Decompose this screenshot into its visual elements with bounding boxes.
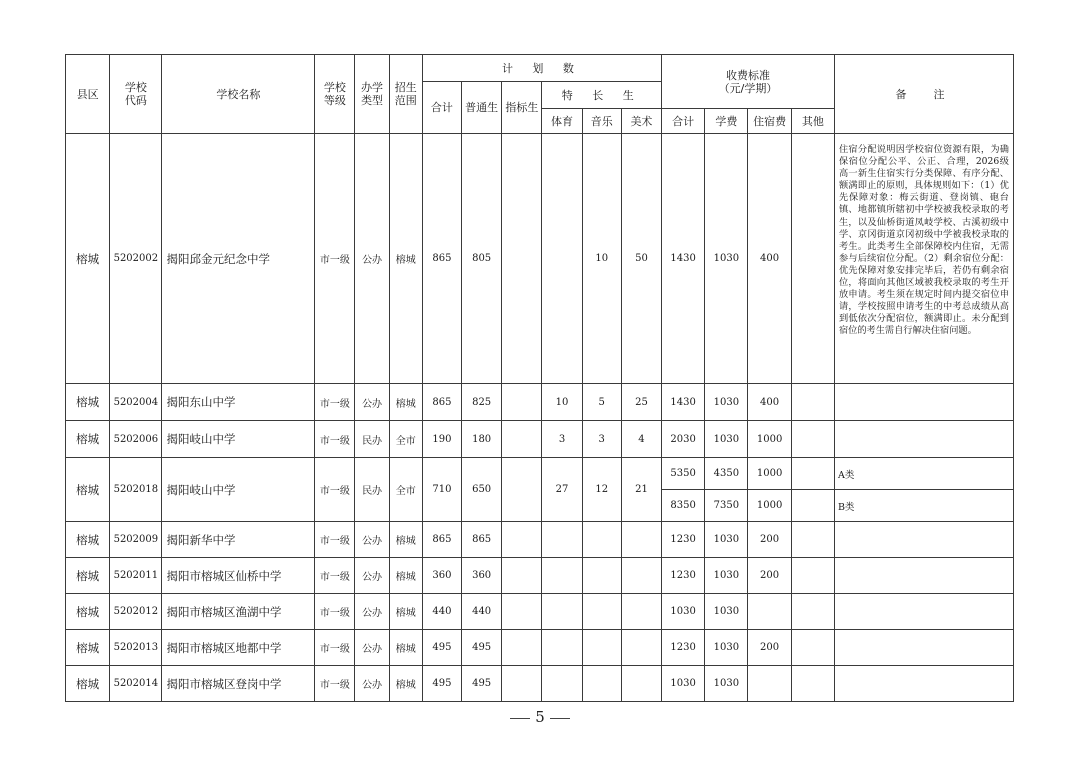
other-cell <box>791 558 834 594</box>
scope-cell: 全市 <box>389 458 422 522</box>
plan-regular-cell: 865 <box>462 522 502 558</box>
header-art: 美术 <box>621 109 661 134</box>
remark-cell <box>834 384 1013 421</box>
table-row <box>66 594 1014 630</box>
tuition-cell: 7350 <box>705 490 748 522</box>
page-dash-right <box>550 718 570 719</box>
dorm-cell: 400 <box>748 134 791 384</box>
plan-quota-cell <box>502 458 542 522</box>
fee-total-cell: 1230 <box>662 522 705 558</box>
music-cell: 10 <box>582 134 621 384</box>
art-cell <box>621 558 661 594</box>
other-cell <box>791 458 834 490</box>
sport-cell <box>542 558 582 594</box>
type-cell: 公办 <box>355 630 389 666</box>
county-cell: 榕城 <box>66 384 110 421</box>
county-cell: 榕城 <box>66 421 110 458</box>
music-cell: 5 <box>582 384 621 421</box>
fee-total-cell: 1030 <box>662 666 705 702</box>
tuition-cell: 1030 <box>705 666 748 702</box>
tuition-cell: 1030 <box>705 384 748 421</box>
tuition-cell: 1030 <box>705 522 748 558</box>
fee-total-cell: 1230 <box>662 630 705 666</box>
other-cell <box>791 630 834 666</box>
other-cell <box>791 666 834 702</box>
tuition-cell: 1030 <box>705 421 748 458</box>
plan-total-cell: 710 <box>422 458 461 522</box>
plan-quota-cell <box>502 384 542 421</box>
music-cell <box>582 666 621 702</box>
music-cell <box>582 558 621 594</box>
page-number-text: 5 <box>535 708 545 726</box>
sport-cell: 3 <box>542 421 582 458</box>
fee-total-cell: 2030 <box>662 421 705 458</box>
scope-cell: 榕城 <box>389 522 422 558</box>
table-row <box>66 666 1014 702</box>
header-fee-total: 合计 <box>662 109 705 134</box>
art-cell <box>621 522 661 558</box>
plan-quota-cell <box>502 666 542 702</box>
plan-quota-cell <box>502 522 542 558</box>
county-cell: 榕城 <box>66 594 110 630</box>
header-enroll-scope: 招生 范围 <box>389 55 422 134</box>
header-special-group: 特 长 生 <box>542 82 662 109</box>
table-row <box>66 421 1014 458</box>
fee-total-cell: 1030 <box>662 594 705 630</box>
art-cell: 4 <box>621 421 661 458</box>
dorm-cell: 1000 <box>748 421 791 458</box>
header-school-code: 学校 代码 <box>110 55 162 134</box>
music-cell: 12 <box>582 458 621 522</box>
tuition-cell: 1030 <box>705 558 748 594</box>
tuition-cell: 4350 <box>705 458 748 490</box>
plan-regular-cell: 495 <box>462 630 502 666</box>
other-cell <box>791 594 834 630</box>
sport-cell <box>542 594 582 630</box>
type-cell: 公办 <box>355 134 389 384</box>
header-sport: 体育 <box>542 109 582 134</box>
code-cell: 5202009 <box>110 522 162 558</box>
header-other: 其他 <box>791 109 834 134</box>
plan-regular-cell: 495 <box>462 666 502 702</box>
tuition-cell: 1030 <box>705 630 748 666</box>
code-cell: 5202013 <box>110 630 162 666</box>
level-cell: 市一级 <box>315 522 355 558</box>
type-cell: 公办 <box>355 522 389 558</box>
school-name-cell: 揭阳东山中学 <box>162 384 315 421</box>
dorm-cell: 1000 <box>748 458 791 490</box>
plan-regular-cell: 805 <box>462 134 502 384</box>
other-cell <box>791 134 834 384</box>
scope-cell: 榕城 <box>389 558 422 594</box>
fee-total-cell: 1430 <box>662 134 705 384</box>
table-row <box>66 522 1014 558</box>
plan-total-cell: 865 <box>422 134 461 384</box>
sport-cell <box>542 666 582 702</box>
school-name-cell: 揭阳新华中学 <box>162 522 315 558</box>
header-school-name: 学校名称 <box>162 55 315 134</box>
dorm-cell: 400 <box>748 384 791 421</box>
header-tuition: 学费 <box>705 109 748 134</box>
header-plan-total: 合计 <box>422 82 461 134</box>
sport-cell <box>542 630 582 666</box>
art-cell: 50 <box>621 134 661 384</box>
school-name-cell: 揭阳岐山中学 <box>162 421 315 458</box>
enrollment-plan-table <box>65 54 1014 702</box>
code-cell: 5202012 <box>110 594 162 630</box>
music-cell: 3 <box>582 421 621 458</box>
school-name-cell: 揭阳邱金元纪念中学 <box>162 134 315 384</box>
remark-cell <box>834 630 1013 666</box>
plan-quota-cell <box>502 594 542 630</box>
fee-total-cell: 8350 <box>662 490 705 522</box>
other-cell <box>791 421 834 458</box>
fee-total-cell: 1430 <box>662 384 705 421</box>
code-cell: 5202014 <box>110 666 162 702</box>
type-cell: 公办 <box>355 384 389 421</box>
header-county: 县区 <box>66 55 110 134</box>
header-dorm: 住宿费 <box>748 109 791 134</box>
art-cell <box>621 594 661 630</box>
plan-quota-cell <box>502 630 542 666</box>
school-name-cell: 揭阳岐山中学 <box>162 458 315 522</box>
plan-regular-cell: 440 <box>462 594 502 630</box>
county-cell: 榕城 <box>66 666 110 702</box>
scope-cell: 榕城 <box>389 630 422 666</box>
school-name-cell: 揭阳市榕城区地都中学 <box>162 630 315 666</box>
sport-cell <box>542 522 582 558</box>
county-cell: 榕城 <box>66 134 110 384</box>
level-cell: 市一级 <box>315 458 355 522</box>
plan-total-cell: 440 <box>422 594 461 630</box>
header-plan-group: 计 划 数 <box>422 55 661 82</box>
sport-cell: 10 <box>542 384 582 421</box>
county-cell: 榕城 <box>66 522 110 558</box>
level-cell: 市一级 <box>315 558 355 594</box>
plan-regular-cell: 650 <box>462 458 502 522</box>
level-cell: 市一级 <box>315 134 355 384</box>
page-dash-left <box>510 718 530 719</box>
remark-cell <box>834 421 1013 458</box>
tuition-cell: 1030 <box>705 134 748 384</box>
other-cell <box>791 384 834 421</box>
header-remark: 备 注 <box>834 55 1013 134</box>
remark-cell: A类 <box>834 458 1013 490</box>
scope-cell: 全市 <box>389 421 422 458</box>
type-cell: 公办 <box>355 594 389 630</box>
type-cell: 公办 <box>355 666 389 702</box>
header-music: 音乐 <box>582 109 621 134</box>
music-cell <box>582 594 621 630</box>
plan-total-cell: 495 <box>422 630 461 666</box>
table-row <box>66 384 1014 421</box>
sport-cell: 27 <box>542 458 582 522</box>
plan-total-cell: 360 <box>422 558 461 594</box>
county-cell: 榕城 <box>66 630 110 666</box>
tuition-cell: 1030 <box>705 594 748 630</box>
plan-regular-cell: 180 <box>462 421 502 458</box>
art-cell: 21 <box>621 458 661 522</box>
school-name-cell: 揭阳市榕城区仙桥中学 <box>162 558 315 594</box>
plan-total-cell: 495 <box>422 666 461 702</box>
music-cell <box>582 522 621 558</box>
table-row <box>66 458 1014 490</box>
county-cell: 榕城 <box>66 558 110 594</box>
table-row <box>66 630 1014 666</box>
art-cell <box>621 630 661 666</box>
dorm-cell: 1000 <box>748 490 791 522</box>
sport-cell <box>542 134 582 384</box>
school-name-cell: 揭阳市榕城区渔湖中学 <box>162 594 315 630</box>
plan-total-cell: 190 <box>422 421 461 458</box>
other-cell <box>791 490 834 522</box>
scope-cell: 榕城 <box>389 134 422 384</box>
table-row <box>66 134 1014 384</box>
art-cell <box>621 666 661 702</box>
music-cell <box>582 630 621 666</box>
level-cell: 市一级 <box>315 630 355 666</box>
level-cell: 市一级 <box>315 421 355 458</box>
plan-total-cell: 865 <box>422 384 461 421</box>
plan-total-cell: 865 <box>422 522 461 558</box>
header-plan-quota: 指标生 <box>502 82 542 134</box>
school-name-cell: 揭阳市榕城区登岗中学 <box>162 666 315 702</box>
type-cell: 公办 <box>355 558 389 594</box>
dorm-cell <box>748 594 791 630</box>
type-cell: 民办 <box>355 421 389 458</box>
scope-cell: 榕城 <box>389 594 422 630</box>
plan-quota-cell <box>502 421 542 458</box>
dorm-cell: 200 <box>748 630 791 666</box>
header-school-level: 学校 等级 <box>315 55 355 134</box>
code-cell: 5202004 <box>110 384 162 421</box>
plan-regular-cell: 360 <box>462 558 502 594</box>
dorm-cell <box>748 666 791 702</box>
level-cell: 市一级 <box>315 666 355 702</box>
remark-cell <box>834 666 1013 702</box>
plan-regular-cell: 825 <box>462 384 502 421</box>
code-cell: 5202002 <box>110 134 162 384</box>
header-plan-regular: 普通生 <box>462 82 502 134</box>
page-number <box>0 708 1080 726</box>
level-cell: 市一级 <box>315 384 355 421</box>
remark-cell: B类 <box>834 490 1013 522</box>
type-cell: 民办 <box>355 458 389 522</box>
other-cell <box>791 522 834 558</box>
fee-total-cell: 1230 <box>662 558 705 594</box>
remark-cell: 住宿分配说明因学校宿位资源有限，为确保宿位分配公平、公正、合理，2026级高一新生住宿实行分类保障、有序分配、额满即止的原则，具体规则如下：（1）优先保障对象：梅云街道、登岗镇、砲台镇、地都镇所辖初中学校被我校录取的考生，以及仙桥街道凤岐学校、古溪初级中学、京冈街道京冈初级中学被我校录取的考生。此类考生全部保障校内住宿，无需参与后续宿位分配。（2）剩余宿位分配：优先保障对象安排完毕后，若仍有剩余宿位，将面向其他区域被我校录取的考生开放申请。考生须在规定时间内提交宿位申请，学校按照申请考生的中考总成绩从高到低依次分配宿位，额满即止。未分配到宿位的考生需自行解决住宿问题。 <box>834 134 1013 384</box>
code-cell: 5202006 <box>110 421 162 458</box>
plan-quota-cell <box>502 134 542 384</box>
scope-cell: 榕城 <box>389 384 422 421</box>
level-cell: 市一级 <box>315 594 355 630</box>
fee-total-cell: 5350 <box>662 458 705 490</box>
remark-cell <box>834 558 1013 594</box>
remark-cell <box>834 594 1013 630</box>
dorm-cell: 200 <box>748 558 791 594</box>
dorm-cell: 200 <box>748 522 791 558</box>
scope-cell: 榕城 <box>389 666 422 702</box>
remark-cell <box>834 522 1013 558</box>
plan-quota-cell <box>502 558 542 594</box>
table-row <box>66 558 1014 594</box>
art-cell: 25 <box>621 384 661 421</box>
code-cell: 5202018 <box>110 458 162 522</box>
header-fee-group: 收费标准 （元/学期） <box>662 55 835 109</box>
county-cell: 榕城 <box>66 458 110 522</box>
code-cell: 5202011 <box>110 558 162 594</box>
header-run-type: 办学 类型 <box>355 55 389 134</box>
